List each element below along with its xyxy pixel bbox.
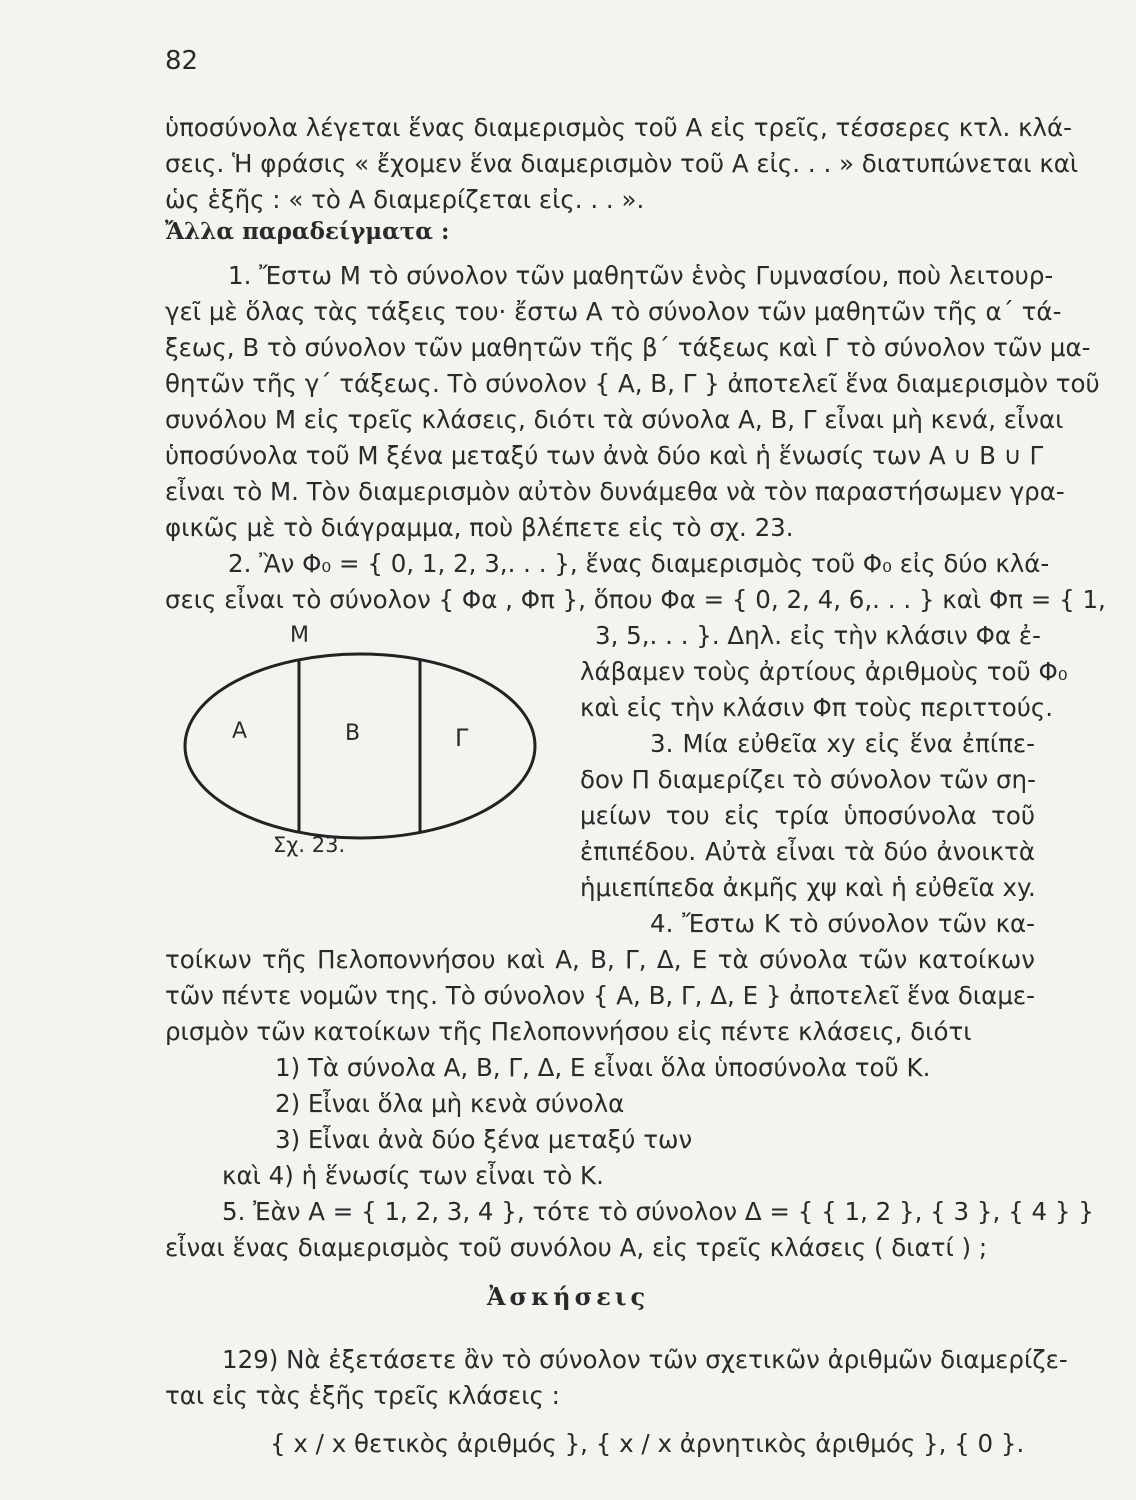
region-label-A: Α: [232, 719, 248, 744]
list-item: 2) Εἶναι ὅλα μὴ κενὰ σύνολα: [275, 1089, 625, 1118]
region-label-B: Β: [345, 721, 361, 746]
exercises-title: Ἀσκήσεις: [486, 1282, 650, 1311]
set-M-outline: [185, 654, 535, 838]
section-heading: Ἄλλα παραδείγματα :: [165, 218, 450, 245]
text-line: 2. Ἂν Φ₀ = { 0, 1, 2, 3,. . . }, ἕνας διαμερισμὸς τοῦ Φ₀ εἰς δύο κλά-: [228, 549, 1050, 578]
text-line: ὑποσύνολα τοῦ Μ ξένα μεταξύ των ἀνὰ δύο καὶ ἡ ἕνωσίς των Α ∪ Β ∪ Γ: [165, 441, 1044, 470]
text-line: 3. Μία εὐθεῖα xy εἰς ἕνα ἐπίπε-: [650, 729, 1035, 758]
text-line: φικῶς μὲ τὸ διάγραμμα, ποὺ βλέπετε εἰς τὸ σχ. 23.: [165, 513, 794, 542]
text-line: γεῖ μὲ ὅλας τὰς τάξεις του· ἔστω Α τὸ σύνολον τῶν μαθητῶν τῆς α΄ τά-: [165, 297, 1062, 326]
diagram-label-M: Μ: [290, 623, 309, 648]
exercise-line: ται εἰς τὰς ἑξῆς τρεῖς κλάσεις :: [165, 1381, 560, 1410]
text-line: συνόλου Μ εἰς τρεῖς κλάσεις, διότι τὰ σύνολα Α, Β, Γ εἶναι μὴ κενά, εἶναι: [165, 405, 1064, 434]
region-label-G: Γ: [455, 724, 469, 752]
text-line: ξεως, Β τὸ σύνολον τῶν μαθητῶν τῆς β΄ τάξεως καὶ Γ τὸ σύνολον τῶν μα-: [165, 333, 1091, 362]
text-line: 5. Ἐὰν Α = { 1, 2, 3, 4 }, τότε τὸ σύνολον Δ = { { 1, 2 }, { 3 }, { 4 } }: [222, 1197, 1094, 1226]
exercise-line: 129) Νὰ ἐξετάσετε ἂν τὸ σύνολον τῶν σχετικῶν ἀριθμῶν διαμερίζε-: [222, 1345, 1068, 1374]
text-line: ὡς ἑξῆς : « τὸ Α διαμερίζεται εἰς. . . ».: [165, 185, 645, 214]
text-line: ἡμιεπίπεδα ἀκμῆς χψ καὶ ἡ εὐθεῖα xy.: [580, 873, 1036, 902]
text-line: δον Π διαμερίζει τὸ σύνολον τῶν ση-: [580, 765, 1036, 794]
text-line: καὶ εἰς τὴν κλάσιν Φπ τοὺς περιττούς.: [580, 693, 1054, 722]
figure-caption: Σχ. 23.: [273, 833, 346, 857]
list-item: 3) Εἶναι ἀνὰ δύο ξένα μεταξύ των: [275, 1125, 693, 1154]
text-line: μείων του εἰς τρία ὑποσύνολα τοῦ: [580, 801, 1035, 830]
text-line: εἶναι ἕνας διαμερισμὸς τοῦ συνόλου Α, εἰς τρεῖς κλάσεις ( διατί ) ;: [165, 1233, 988, 1262]
list-item: καὶ 4) ἡ ἕνωσίς των εἶναι τὸ Κ.: [222, 1161, 604, 1190]
text-line: 1. Ἔστω Μ τὸ σύνολον τῶν μαθητῶν ἑνὸς Γυμνασίου, ποὺ λειτουρ-: [228, 261, 1054, 290]
text-line: ὑποσύνολα λέγεται ἕνας διαμερισμὸς τοῦ Α εἰς τρεῖς, τέσσερες κτλ. κλά-: [165, 113, 1073, 142]
text-line: τῶν πέντε νομῶν της. Τὸ σύνολον { Α, Β, Γ, Δ, Ε } ἀποτελεῖ ἕνα διαμε-: [165, 981, 1035, 1010]
text-line: τοίκων τῆς Πελοποννήσου καὶ Α, Β, Γ, Δ, Ε τὰ σύνολα τῶν κατοίκων: [165, 945, 1035, 974]
text-line: ρισμὸν τῶν κατοίκων τῆς Πελοποννήσου εἰς πέντε κλάσεις, διότι: [165, 1017, 972, 1046]
partition-diagram: [180, 612, 560, 862]
exercise-line: { x / x θετικὸς ἀριθμός }, { x / x ἀρνητικὸς ἀριθμός }, { 0 }.: [270, 1429, 1025, 1458]
list-item: 1) Τὰ σύνολα Α, Β, Γ, Δ, Ε εἶναι ὅλα ὑποσύνολα τοῦ Κ.: [275, 1053, 931, 1082]
text-line: θητῶν τῆς γ΄ τάξεως. Τὸ σύνολον { Α, Β, Γ } ἀποτελεῖ ἕνα διαμερισμὸν τοῦ: [165, 369, 1100, 398]
text-line: σεις εἶναι τὸ σύνολον { Φα , Φπ }, ὅπου Φα = { 0, 2, 4, 6,. . . } καὶ Φπ = { 1,: [165, 585, 1106, 614]
text-line: εἶναι τὸ Μ. Τὸν διαμερισμὸν αὐτὸν δυνάμεθα νὰ τὸν παραστήσωμεν γρα-: [165, 477, 1065, 506]
text-line: ἐπιπέδου. Αὐτὰ εἶναι τὰ δύο ἀνοικτὰ: [580, 837, 1035, 866]
page-number: 82: [165, 46, 199, 76]
text-line: σεις. Ἡ φράσις « ἔχομεν ἕνα διαμερισμὸν τοῦ Α εἰς. . . » διατυπώνεται καὶ: [165, 149, 1079, 178]
text-line: λάβαμεν τοὺς ἀρτίους ἀριθμοὺς τοῦ Φ₀: [580, 657, 1068, 686]
text-line: 3, 5,. . . }. Δηλ. εἰς τὴν κλάσιν Φα ἐ-: [595, 621, 1041, 650]
text-line: 4. Ἔστω Κ τὸ σύνολον τῶν κα-: [650, 909, 1035, 938]
